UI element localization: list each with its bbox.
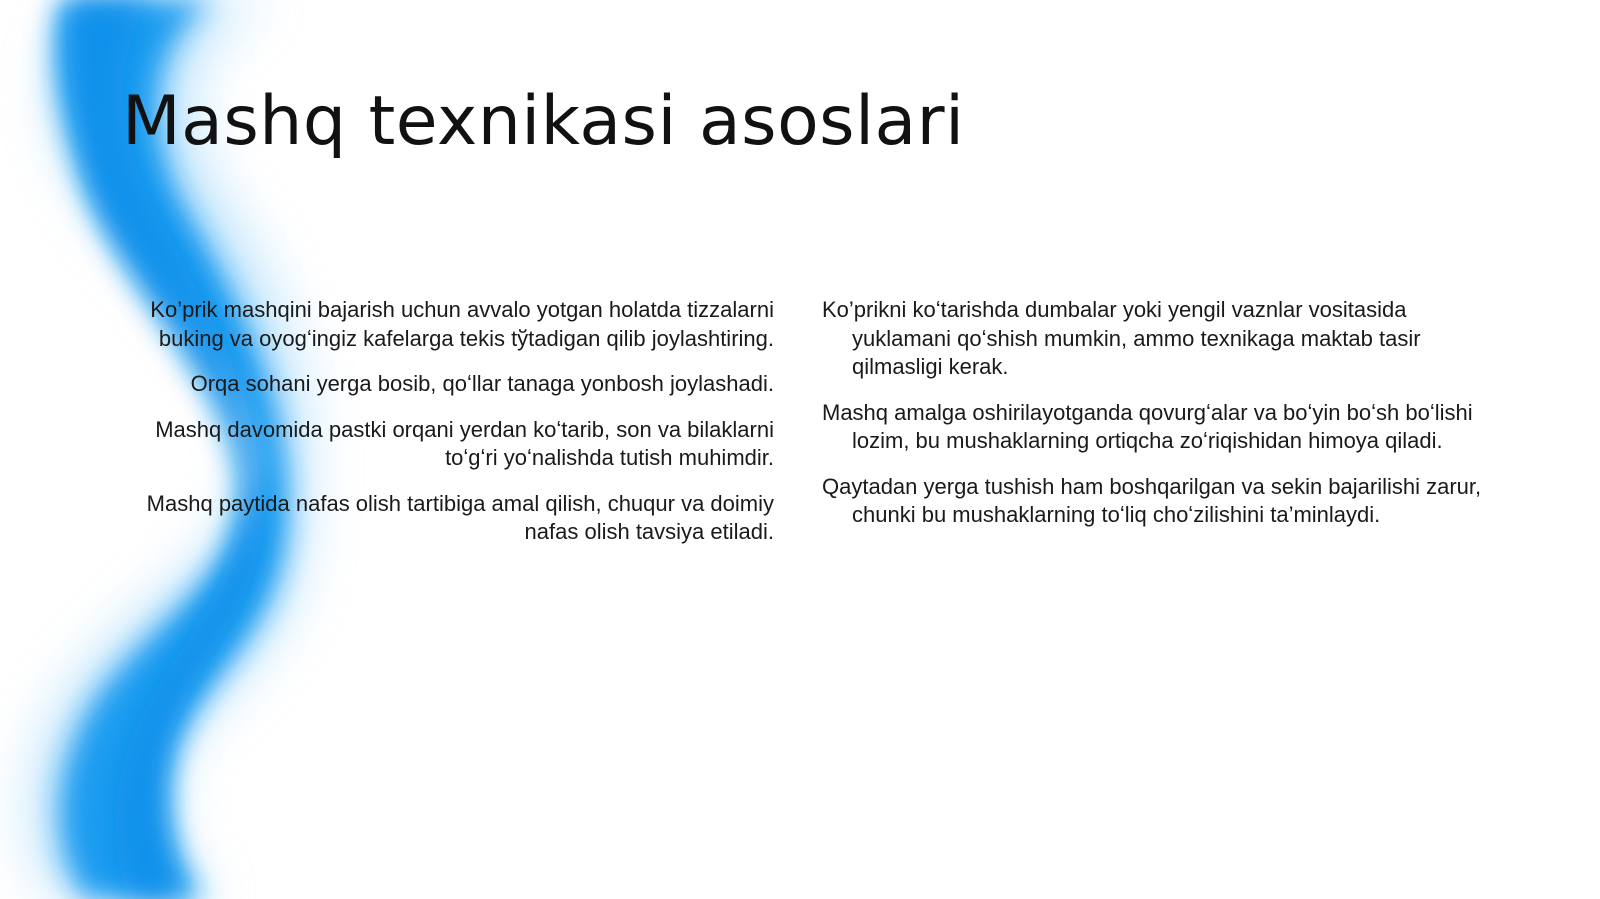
right-paragraph: Ko’prikni koʻtarishda dumbalar yoki yengil vaznlar vositasida yuklamani qoʻshish mumkin, ammo texnikaga maktab tasir qilmasligi kerak. bbox=[822, 297, 1421, 379]
left-paragraph: Orqa sohani yerga bosib, qoʻllar tanaga yonbosh joylashadi. bbox=[190, 371, 774, 396]
slide-title: Mashq texnikasi asoslari bbox=[122, 82, 965, 161]
left-paragraph: Mashq davomida pastki orqani yerdan koʻtarib, son va bilaklarni toʻgʻri yoʻnalishda tutish muhimdir. bbox=[155, 416, 774, 470]
right-text-column bbox=[822, 296, 1482, 547]
left-paragraph: Ko’prik mashqini bajarish uchun avvalo yotgan holatda tizzalarni buking va oyogʻingiz kafelarga tekis tўtadigan qilib joylashtiring. bbox=[150, 297, 774, 351]
left-text-column bbox=[118, 296, 774, 564]
right-paragraph: Qaytadan yerga tushish ham boshqarilgan va sekin bajarilishi zarur, chunki bu mushaklarning toʻliq choʻzilishini ta’minlaydi. bbox=[822, 473, 1482, 527]
right-paragraph: Mashq amalga oshirilayotganda qovurgʻalar va boʻyin boʻsh boʻlishi lozim, bu mushaklarning ortiqcha zoʻriqishidan himoya qiladi. bbox=[822, 399, 1473, 453]
left-paragraph: Mashq paytida nafas olish tartibiga amal qilish, chuqur va doimiy nafas olish tavsiya etiladi. bbox=[146, 490, 774, 544]
